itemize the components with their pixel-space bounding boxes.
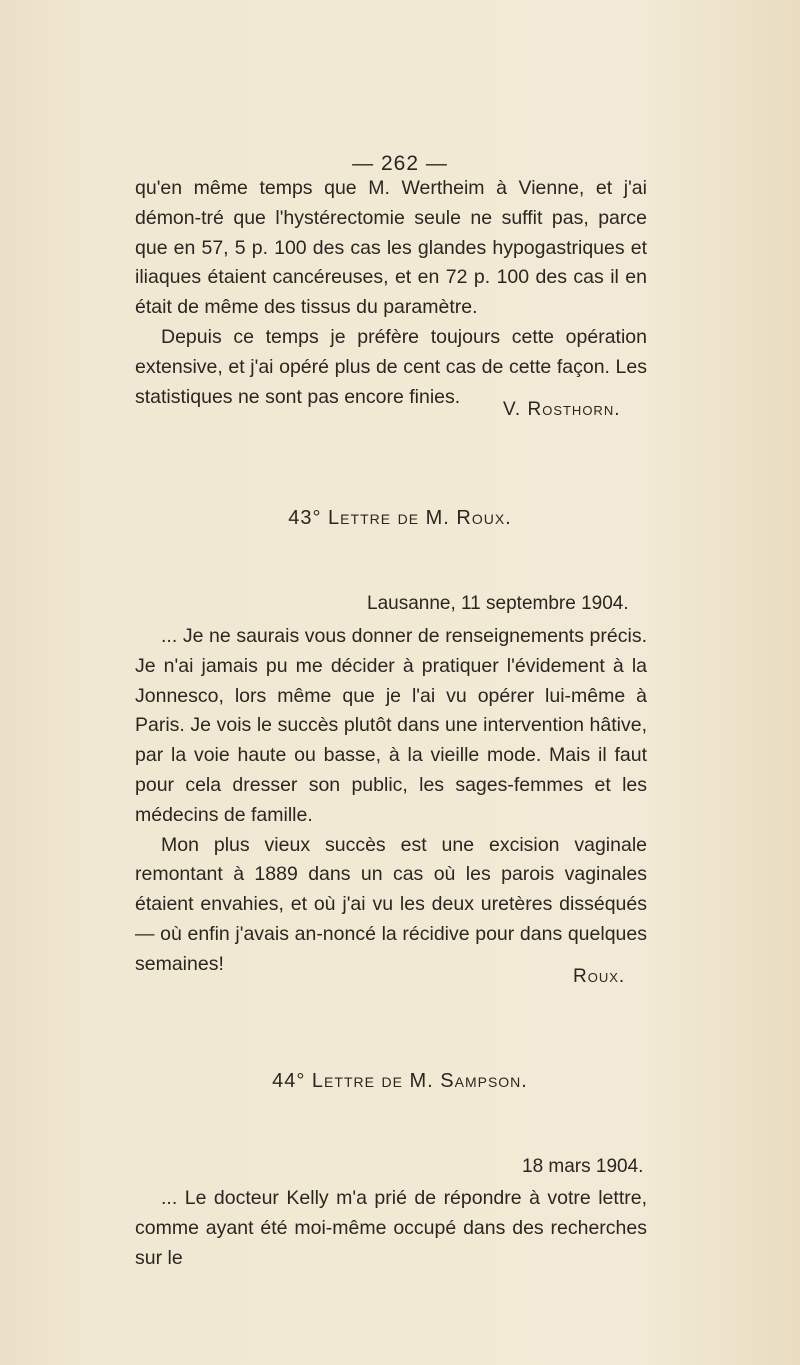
paragraph: Mon plus vieux succès est une excision vaginale remontant à 1889 dans un cas où les parois vaginales étaient envahies, et où j'ai vu les deux uretères disséqués — où enfin j'avais an-noncé la récidive pour dans quelques semaines! [135,833,647,975]
paragraph: ... Je ne saurais vous donner de renseignements précis. Je n'ai jamais pu me décider à pratiquer l'évidement à la Jonnesco, lors même que je l'ai vu opérer lui-même à Paris. Je vois le succès plutôt dans une intervention hâtive, par la voie haute ou basse, à la vieille mode. Mais il faut pour cela dresser son public, les sages-femmes et les médecins de famille. [135,625,647,826]
paragraph: ... Le docteur Kelly m'a prié de répondre à votre lettre, comme ayant été moi-même occupé dans des recherches sur le [135,1187,647,1269]
paragraph: Depuis ce temps je préfère toujours cette opération extensive, et j'ai opéré plus de cent cas de cette façon. Les statistiques ne sont pas encore finies. [135,325,647,408]
sampson-letter-body [135,1184,647,1273]
date-letter-43: Lausanne, 11 septembre 1904. [367,593,629,614]
date-letter-44: 18 mars 1904. [522,1156,644,1177]
roux-letter-body [135,622,647,980]
page-number: — 262 — [352,152,448,175]
rosthorn-letter-body [135,174,647,412]
heading-letter-43: 43° Lettre de M. Roux. [288,507,512,529]
signature-rosthorn: V. Rosthorn. [503,399,621,420]
heading-letter-44: 44° Lettre de M. Sampson. [272,1070,528,1092]
signature-roux: Roux. [573,966,626,987]
paragraph: qu'en même temps que M. Wertheim à Vienne, et j'ai démon-tré que l'hystérectomie seule ne suffit pas, parce que en 57, 5 p. 100 des cas les glandes hypogastriques et iliaques étaient cancéreuses, et en 72 p. 100 des cas il en était de même des tissus du paramètre. [135,177,647,319]
